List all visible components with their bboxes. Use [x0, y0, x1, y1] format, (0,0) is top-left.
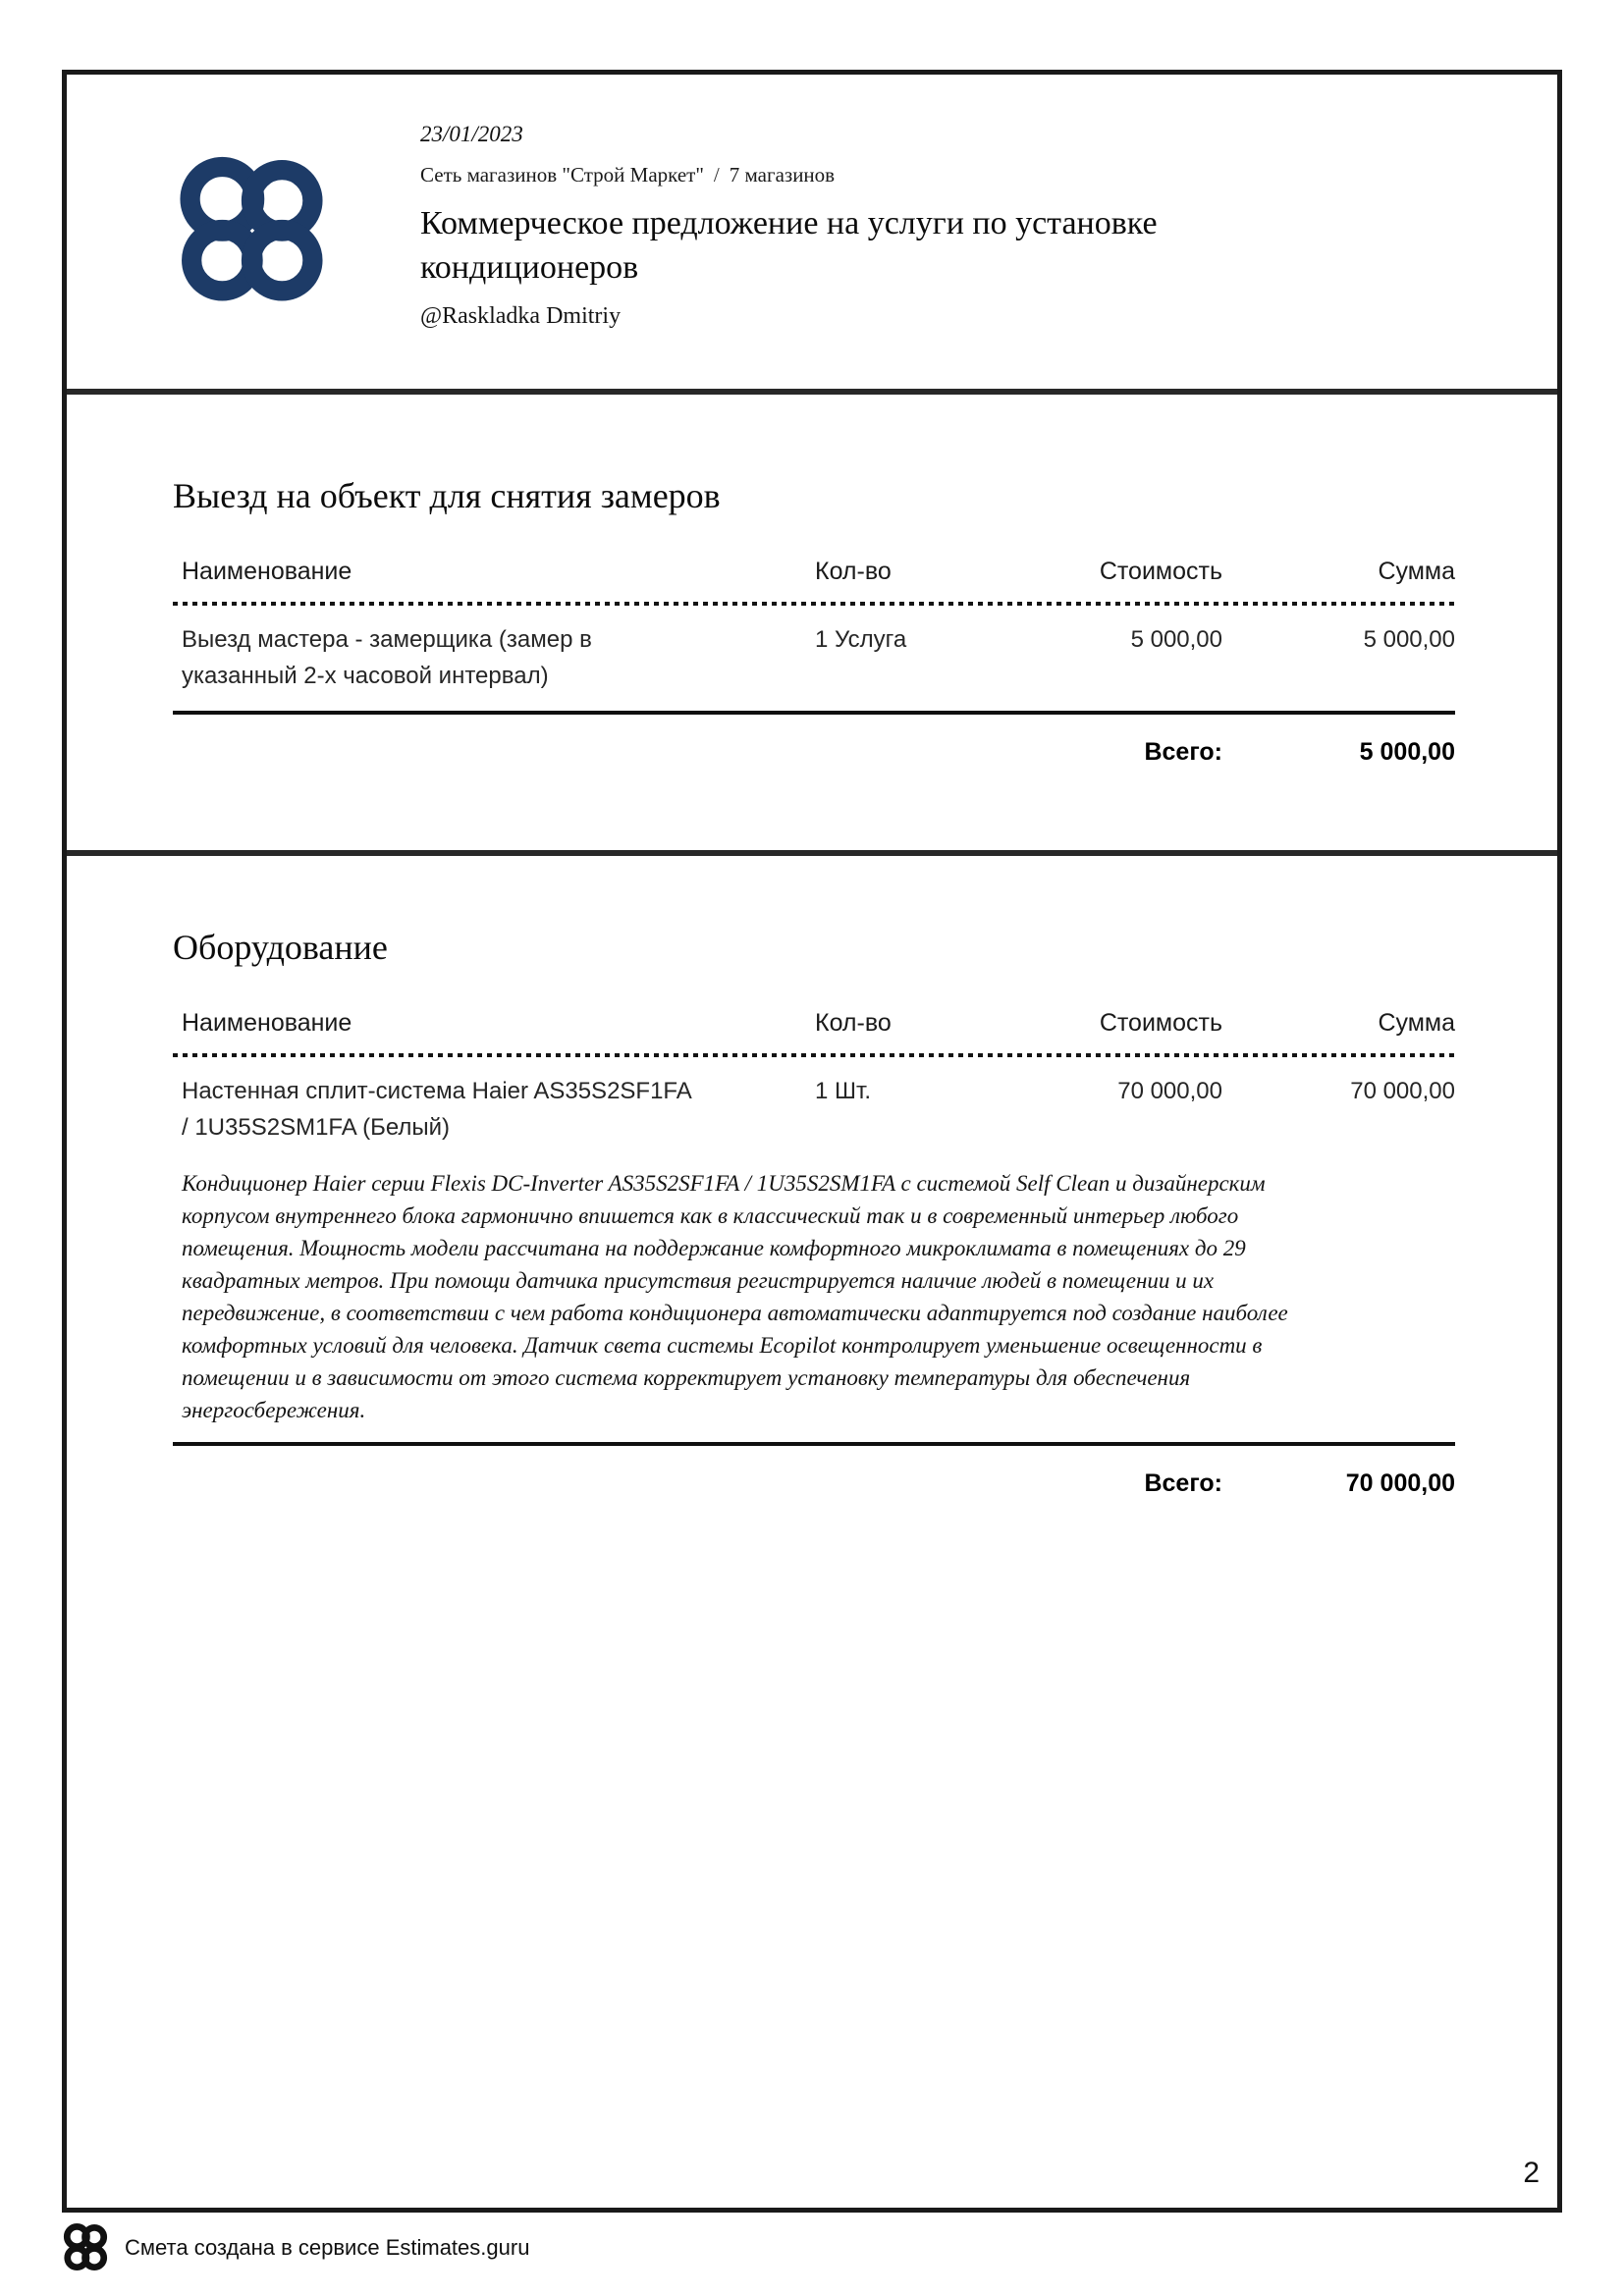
items-table: [173, 1009, 1455, 1498]
column-header-price: Стоимость: [1099, 558, 1222, 585]
clover-logo-icon: [62, 2220, 109, 2275]
page-frame: [62, 70, 1562, 2213]
total-value: 5 000,00: [1359, 738, 1455, 766]
column-header-price: Стоимость: [1099, 1009, 1222, 1037]
total-value: 70 000,00: [1345, 1469, 1455, 1497]
item-price: 5 000,00: [1130, 626, 1222, 653]
column-header-qty: Кол-во: [815, 1009, 892, 1037]
item-price: 70 000,00: [1117, 1078, 1222, 1104]
item-qty: 1 Услуга: [815, 626, 907, 653]
section-divider: [67, 850, 1557, 856]
item-qty: 1 Шт.: [815, 1078, 872, 1104]
company-shops-count: 7 магазинов: [729, 163, 836, 187]
document-author: @Raskladka Dmitriy: [420, 303, 622, 329]
item-description: Кондиционер Haier серии Flexis DC-Inverter AS35S2SF1FA / 1U35S2SM1FA с системой Self Clean и дизайнерским корпусом внутреннего блока гармонично впишется как в классический так и в современный интерьер любого помещения. Мощность модели рассчитана на поддержание комфортного микроклимата в помещениях до 29 квадратных метров. При помощи датчика присутствия регистрируется наличие людей в помещении и их передвижение, в соответствии с чем работа кондиционера автоматически адаптируется под создание наиболее комфортных условий для человека. Датчик света системы Ecopilot контролирует уменьшение освещенности в помещении и в зависимости от этого система корректирует установку температуры для обеспечения энергосбережения.: [182, 1171, 1288, 1422]
section-measurement-visit: [173, 475, 1455, 767]
section-heading: Оборудование: [173, 928, 388, 967]
page-number: 2: [1523, 2157, 1540, 2189]
company-separator: /: [713, 163, 720, 187]
footer-service-text: Смета создана в сервисе Estimates.guru: [125, 2235, 530, 2260]
document-header: [420, 122, 1402, 330]
dotted-separator: [173, 1053, 1455, 1057]
company-line: [420, 163, 1402, 187]
item-name: Выезд мастера - замерщика (замер в указанный 2-х часовой интервал): [182, 626, 592, 689]
section-total-row: [173, 1446, 1455, 1498]
table-header-row: [173, 558, 1455, 602]
table-row: [173, 608, 1455, 694]
column-header-sum: Сумма: [1378, 1009, 1455, 1037]
company-name: Сеть магазинов "Строй Маркет": [420, 163, 704, 187]
section-divider: [67, 389, 1557, 395]
column-header-name: Наименование: [182, 1009, 352, 1037]
section-total-row: [173, 715, 1455, 767]
row-spacer: [173, 694, 1455, 711]
document-date: 23/01/2023: [420, 122, 523, 146]
total-label: Всего:: [1144, 1469, 1222, 1497]
column-header-qty: Кол-во: [815, 558, 892, 585]
table-row: [173, 1059, 1455, 1146]
clover-logo-icon: [175, 153, 328, 306]
section-heading: Выезд на объект для снятия замеров: [173, 476, 721, 515]
item-sum: 70 000,00: [1350, 1078, 1455, 1104]
document-title: Коммерческое предложение на услуги по установке кондиционеров: [420, 205, 1158, 286]
column-header-sum: Сумма: [1378, 558, 1455, 585]
total-label: Всего:: [1144, 738, 1222, 766]
service-footer: [62, 2220, 529, 2275]
column-header-name: Наименование: [182, 558, 352, 585]
item-name: Настенная сплит-система Haier AS35S2SF1FA / 1U35S2SM1FA (Белый): [182, 1078, 691, 1141]
items-table: [173, 558, 1455, 767]
item-sum: 5 000,00: [1363, 626, 1455, 653]
table-header-row: [173, 1009, 1455, 1053]
dotted-separator: [173, 602, 1455, 606]
section-equipment: [173, 927, 1455, 1498]
brand-logo: [175, 153, 328, 306]
